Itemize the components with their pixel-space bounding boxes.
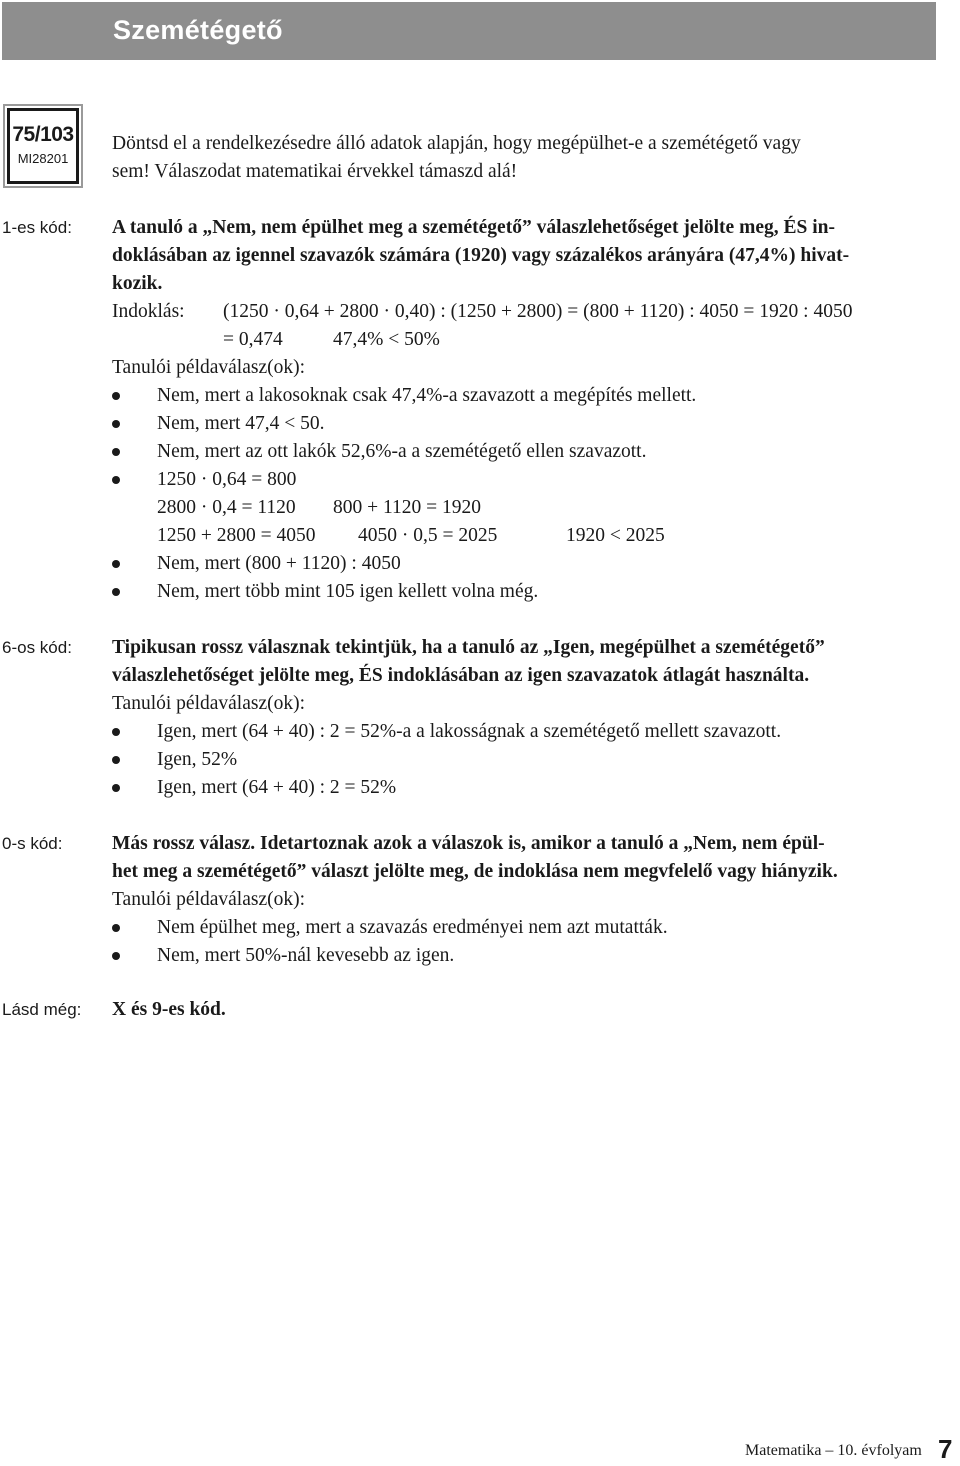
code-1-example-3: Nem, mert az ott lakók 52,6%-a a szemétégető ellen szavazott. [157,441,647,462]
code-6-example-3: Igen, mert (64 + 40) : 2 = 52% [157,777,397,798]
code-0-examples-label: Tanulói példaválasz(ok): [112,889,306,910]
task-code: MI28201 [17,151,69,166]
code-6-label: 6-os kód: [2,638,72,657]
calc-row-3a: 1250 + 2800 = 4050 [157,525,316,546]
bullet [112,952,120,960]
calc-row-2b: 800 + 1120 = 1920 [333,497,482,518]
code-6-example-2: Igen, 52% [157,749,238,770]
calc-row-3c: 1920 < 2025 [566,525,665,546]
code-0-line-2: het meg a szemétégető” választ jelölte meg, de indoklása nem megvfelelő vagy hiányzik. [112,861,838,882]
bullet [112,728,120,736]
code-0-example-1: Nem épülhet meg, mert a szavazás eredményei nem azt mutatták. [157,917,668,938]
code-1-line-2: doklásában az igennel szavazók számára (1920) vagy százalékos arányára (47,4%) hivat- [112,245,850,266]
code-6-line-1: Tipikusan rossz válasznak tekintjük, ha a tanuló az „Igen, megépülhet a szemétégető” [112,637,825,658]
header-bar [2,2,936,60]
bullet [112,448,120,456]
code-1-example-4: 1250 · 0,64 = 800 [157,469,297,490]
code-1-example-5: Nem, mert (800 + 1120) : 4050 [157,553,401,574]
code-1-line-1: A tanuló a „Nem, nem épülhet meg a szemétégető” válaszlehetőséget jelölte meg, ÉS in- [112,217,835,238]
footer-text: Matematika – 10. évfolyam [745,1442,922,1459]
indoklas-line-2b: 47,4% < 50% [333,329,440,350]
question-line-2: sem! Válaszodat matematikai érvekkel támaszd alá! [112,161,518,182]
bullet [112,756,120,764]
code-1-examples-label: Tanulói példaválasz(ok): [112,357,306,378]
code-0-line-1: Más rossz válasz. Idetartoznak azok a válaszok is, amikor a tanuló a „Nem, nem épül- [112,833,825,854]
task-number: 75/103 [12,123,74,146]
code-1-example-2: Nem, mert 47,4 < 50. [157,413,325,434]
calc-row-2a: 2800 · 0,4 = 1120 [157,497,296,518]
code-1-label: 1-es kód: [2,218,72,237]
code-1-example-6: Nem, mert több mint 105 igen kellett volna még. [157,581,539,602]
bullet [112,588,120,596]
code-6-example-1: Igen, mert (64 + 40) : 2 = 52%-a a lakosságnak a szemétégető mellett szavazott. [157,721,782,742]
code-1-line-3: kozik. [112,273,163,294]
bullet [112,560,120,568]
code-6-line-2: válaszlehetőséget jelölte meg, ÉS indoklásában az igen szavazatok átlagát használta. [112,665,810,686]
code-1-example-1: Nem, mert a lakosoknak csak 47,4%-a szavazott a megépítés mellett. [157,385,697,406]
indoklas-line-2a: = 0,474 [223,329,283,350]
task-id-box-inner [7,108,79,184]
task-id-box [3,104,83,188]
bullet [112,392,120,400]
code-0-example-2: Nem, mert 50%-nál kevesebb az igen. [157,945,455,966]
question-line-1: Döntsd el a rendelkezésedre álló adatok alapján, hogy megépülhet-e a szemétégető vagy [112,133,801,154]
code-0-label: 0-s kód: [2,834,63,853]
see-also-text: X és 9-es kód. [112,999,226,1020]
calc-row-3b: 4050 · 0,5 = 2025 [358,525,498,546]
bullet [112,784,120,792]
see-also-label: Lásd még: [2,1000,82,1019]
bullet [112,924,120,932]
indoklas-label: Indoklás: [112,301,185,322]
bullet [112,476,120,484]
indoklas-line-1: (1250 · 0,64 + 2800 · 0,40) : (1250 + 2800) = (800 + 1120) : 4050 = 1920 : 4050 [223,301,853,322]
code-6-examples-label: Tanulói példaválasz(ok): [112,693,306,714]
page-title: Szemétégető [113,15,283,45]
bullet [112,420,120,428]
page-number: 7 [938,1434,953,1464]
